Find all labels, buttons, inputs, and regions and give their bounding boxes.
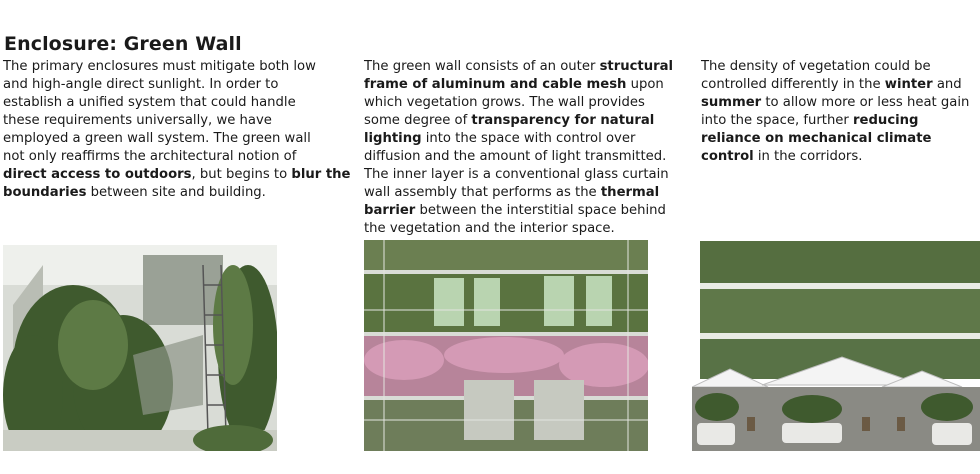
body-text-column-1 [3,58,358,202]
text-run: into the space with control over diffusion and the amount of light transmitted. The inner layer is a conventional glass curtain wall assembly that performs as the [364,131,669,200]
bold-phrase: direct access to outdoors [3,167,192,182]
bold-phrase: reducing reliance on mechanical climate control [701,113,932,164]
green-wall-terraces-photo [692,237,980,451]
bold-phrase: transparency for natural lighting [364,113,655,146]
text-run: between the interstitial space behind the vegetation and the interior space. [364,203,666,236]
bold-phrase: blur the boundaries [3,167,351,200]
text-run: in the corridors. [753,149,863,164]
text-run: and [936,77,962,92]
text-run: The density of vegetation could be controlled differently in the [701,59,931,92]
body-text-column-2 [364,58,694,238]
text-run: The primary enclosures must mitigate both low and high-angle direct sunlight. In order to establish a unified system that could handle these requirements universally, we have employed a green wall system. The green wall not only reaffirms the architectural notion of [3,59,316,164]
text-run: upon which vegetation grows. The wall provides some degree of [364,77,664,128]
body-text-column-3 [701,58,980,166]
text-run: The green wall consists of an outer [364,59,600,74]
bold-phrase: winter [884,77,933,92]
page-title: Enclosure: Green Wall [4,33,242,55]
text-run: between site and building. [86,185,266,200]
bold-phrase: structural frame of aluminum and cable mesh [364,59,674,92]
bold-phrase: thermal barrier [364,185,660,218]
green-wall-facade-closeup-photo [364,240,648,451]
text-run: , but begins to [191,167,292,182]
green-wall-building-photo [3,245,277,451]
bold-phrase: summer [701,95,762,110]
text-run: to allow more or less heat gain into the space, further [701,95,970,128]
